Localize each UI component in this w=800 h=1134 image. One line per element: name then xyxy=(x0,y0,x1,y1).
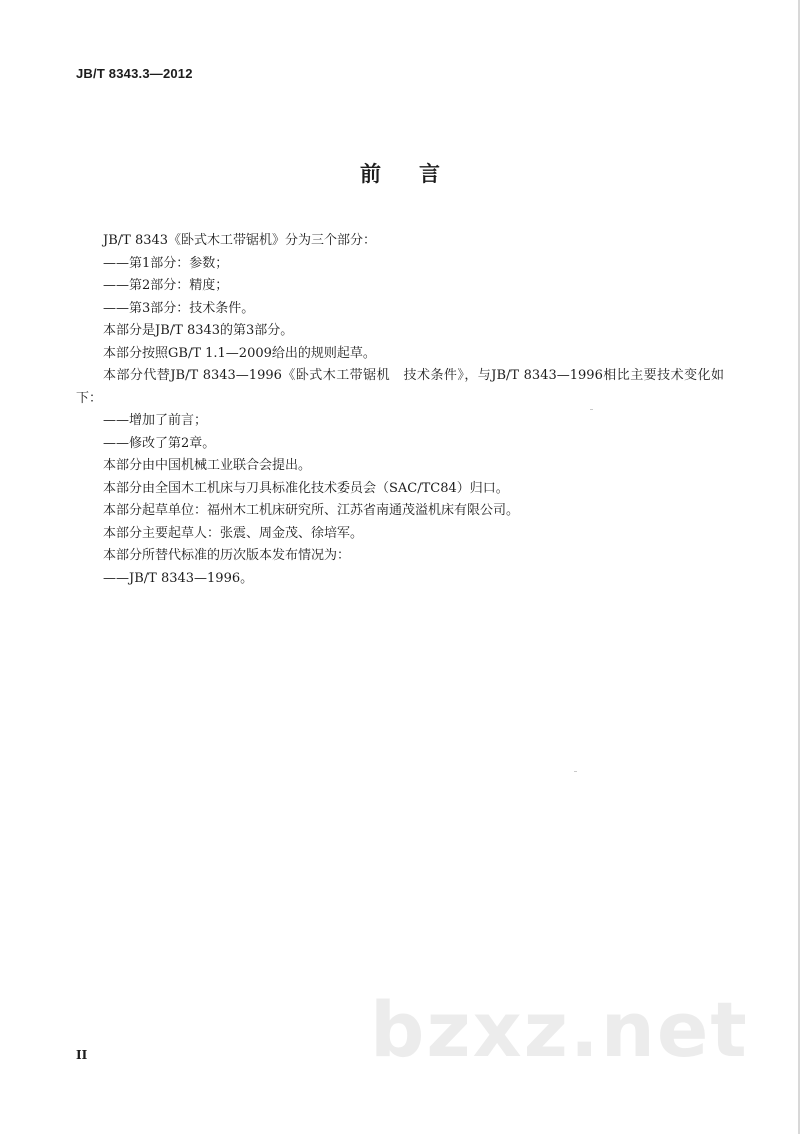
scan-speck xyxy=(590,409,593,410)
paragraph-proposer: 本部分由中国机械工业联合会提出。 xyxy=(103,458,312,473)
list-item-change-1: ——增加了前言； xyxy=(103,413,208,428)
scan-speck xyxy=(574,771,577,772)
paragraph-history-intro: 本部分所替代标准的历次版本发布情况为： xyxy=(103,548,351,563)
page-number: II xyxy=(76,1048,88,1062)
foreword-body xyxy=(76,230,724,590)
paragraph-committee: 本部分由全国木工机床与刀具标准化技术委员会（SAC/TC84）归口。 xyxy=(103,480,509,496)
standard-number: JB/T 8343.3—2012 xyxy=(76,66,193,81)
page-title: 前言 xyxy=(360,162,478,186)
list-item-history-1: ——JB/T 8343—1996。 xyxy=(103,570,254,586)
list-item-change-2: ——修改了第2章。 xyxy=(103,435,216,451)
paragraph-drafting-rules: 本部分按照GB/T 1.1—2009给出的规则起草。 xyxy=(103,345,376,361)
watermark: bzxz.net xyxy=(370,985,749,1074)
paragraph-replacement: 本部分代替JB/T 8343—1996《卧式木工带锯机 技术条件》，与JB/T 8343—1996相比主要技术变化如下： xyxy=(76,368,724,406)
list-item-part-3: ——第3部分：技术条件。 xyxy=(103,300,255,316)
paragraph-part-scope: 本部分是JB/T 8343的第3部分。 xyxy=(103,323,294,338)
list-item-part-2: ——第2部分：精度； xyxy=(103,278,229,293)
list-item-part-1: ——第1部分：参数； xyxy=(103,255,229,271)
paragraph-parts-intro: JB/T 8343《卧式木工带锯机》分为三个部分： xyxy=(103,233,377,248)
paragraph-drafters: 本部分主要起草人：张震、周金茂、徐培军。 xyxy=(103,525,364,541)
paragraph-drafting-units: 本部分起草单位：福州木工机床研究所、江苏省南通茂溢机床有限公司。 xyxy=(103,503,520,518)
